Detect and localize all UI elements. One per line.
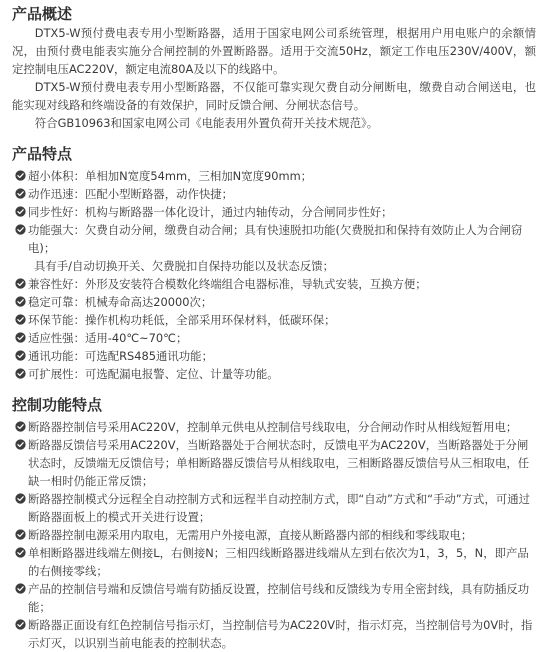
control-item-signal: 断路器控制信号采用AC220V，控制单元供电从控制信号线取电，分合闸动作时从相线短暂用电； (12, 418, 536, 436)
feature-item-sync: 同步性好：机构与断路器一体化设计，通过内轴传动，分合闸同步性好； (12, 203, 536, 221)
control-item-feedback: 断路器反馈信号采用AC220V，当断路器处于合闸状态时，反馈电平为AC220V，当断路器处于分闸状态时，反馈端无反馈信号；单相断路器反馈信号从相线取电，三相断路器反馈信号从三相取电，任缺一相时仍能正常反馈； (12, 436, 536, 490)
check-circle-icon (15, 350, 26, 361)
check-circle-icon (15, 332, 26, 343)
feature-item-compatibility: 兼容性好：外形及安装符合模数化终端组合电器标准，导轨式安装，互换方便； (12, 275, 536, 293)
check-circle-icon (15, 368, 26, 379)
control-item-wiring: 单相断路器进线端左侧接L，右侧接N；三相四线断路器进线端从左到右依次为1，3，5，N，即产品的右侧接零线； (12, 544, 536, 580)
feature-item-function: 功能强大：欠费自动分闸，缴费自动合闸；具有快速脱扣功能(欠费脱扣和保持有效防止人为合闸窃电)； 具有手/自动切换开关、欠费脱扣自保持功能以及状态反馈； (12, 221, 536, 275)
overview-title: 产品概述 (12, 5, 73, 23)
check-circle-icon (15, 314, 26, 325)
overview-paragraph-2: DTX5-W预付费电表专用小型断路器，不仅能可靠实现欠费自动分闸断电，缴费自动合闸送电，也能实现对线路和终端设备的有效保护，同时反馈合闸、分闸状态信号。 (12, 80, 536, 112)
features-title: 产品特点 (12, 145, 73, 163)
check-circle-icon (15, 619, 26, 630)
feature-item-function-extra: 具有手/自动切换开关、欠费脱扣自保持功能以及状态反馈； (34, 259, 334, 273)
feature-item-reliability: 稳定可靠：机械寿命高达20000次； (12, 293, 536, 311)
check-circle-icon (15, 547, 26, 558)
overview-paragraph-1: DTX5-W预付费电表专用小型断路器，适用于国家电网公司系统管理，根据用户用电账户的余额情况，由预付费电能表实施分合闸控制的外置断路器。适用于交流50Hz，额定工作电压230V/400V，额定控制电压AC220V，额定电流80A及以下的线路中。 (12, 26, 536, 76)
check-circle-icon (15, 170, 26, 181)
check-circle-icon (15, 206, 26, 217)
feature-item-adaptability: 适应性强：适用-40℃~70℃； (12, 329, 536, 347)
control-item-power: 断路器控制电源采用内取电，无需用户外接电源，直接从断路器内部的相线和零线取电； (12, 526, 536, 544)
check-circle-icon (15, 188, 26, 199)
feature-item-speed: 动作迅速：匹配小型断路器，动作快捷； (12, 185, 536, 203)
check-circle-icon (15, 529, 26, 540)
check-circle-icon (15, 296, 26, 307)
overview-paragraph-3: 符合GB10963和国家电网公司《电能表用外置负荷开关技术规范》。 (34, 116, 379, 130)
control-list (12, 418, 536, 652)
check-circle-icon (15, 439, 26, 450)
features-list (12, 167, 536, 383)
feature-item-size: 超小体积：单相加N宽度54mm，三相加N宽度90mm； (12, 167, 536, 185)
feature-item-extensibility: 可扩展性：可选配漏电报警、定位、计量等功能。 (12, 365, 536, 383)
check-circle-icon (15, 583, 26, 594)
check-circle-icon (15, 224, 26, 235)
check-circle-icon (15, 493, 26, 504)
control-item-mode: 断路器控制模式分远程全自动控制方式和远程半自动控制方式，即“自动”方式和“手动”方式，可通过断路器面板上的模式开关进行设置； (12, 490, 536, 526)
control-title: 控制功能特点 (12, 396, 103, 414)
feature-item-eco: 环保节能：操作机构功耗低，全部采用环保材料，低碳环保； (12, 311, 536, 329)
check-circle-icon (15, 278, 26, 289)
feature-item-communication: 通讯功能：可选配RS485通讯功能； (12, 347, 536, 365)
control-item-anti-reverse: 产品的控制信号端和反馈信号端有防插反设置，控制信号线和反馈线为专用全密封线，具有防插反功能； (12, 580, 536, 616)
control-item-indicator: 断路器正面设有红色控制信号指示灯，当控制信号为AC220V时，指示灯亮，当控制信号为0V时，指示灯灭，以识别当前电能表的控制状态。 (12, 616, 536, 652)
check-circle-icon (15, 421, 26, 432)
